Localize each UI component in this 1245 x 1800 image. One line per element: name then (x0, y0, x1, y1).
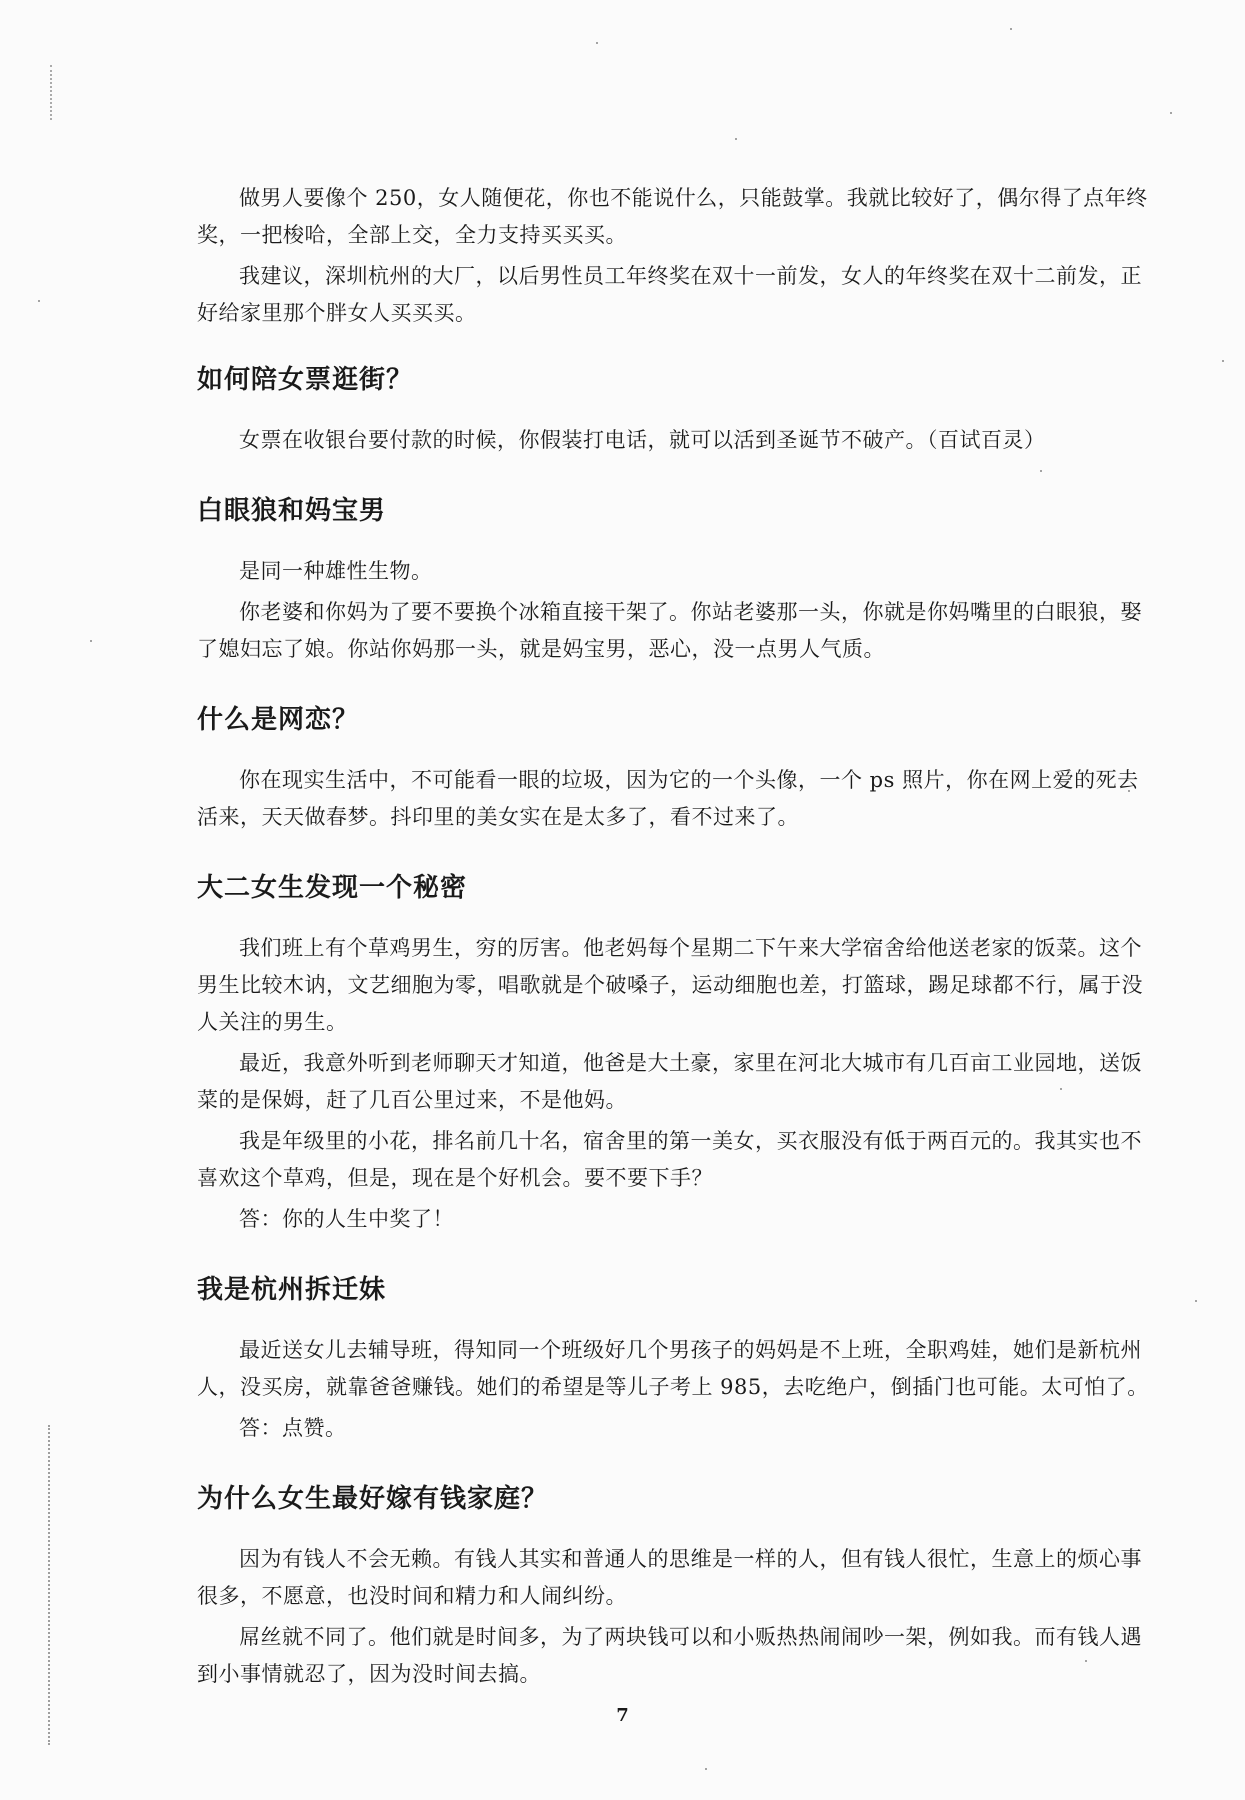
section-heading: 为什么女生最好嫁有钱家庭？ (197, 1484, 549, 1514)
scan-speck (38, 300, 40, 302)
section-heading: 如何陪女票逛街？ (197, 365, 414, 395)
scan-speck (705, 1768, 707, 1770)
section-baiyanlang (197, 491, 1152, 668)
binding-marks (48, 1425, 53, 1745)
paragraph: 女票在收银台要付款的时候，你假装打电话，就可以活到圣诞节不破产。（百试百灵） (239, 428, 1046, 452)
paragraph: 屌丝就不同了。他们就是时间多，为了两块钱可以和小贩热热闹闹吵一架，例如我。而有钱人遇到小事情就忍了，因为没时间去搞。 (197, 1625, 1142, 1686)
section-secret (197, 868, 1152, 1238)
paragraph: 做男人要像个 250，女人随便花，你也不能说什么，只能鼓掌。我就比较好了，偶尔得了点年终奖，一把梭哈，全部上交，全力支持买买买。 (197, 186, 1148, 247)
paragraph: 最近送女儿去辅导班，得知同一个班级好几个男孩子的妈妈是不上班，全职鸡娃，她们是新杭州人，没买房，就靠爸爸赚钱。她们的希望是等儿子考上 985，去吃绝户，倒插门也可能。太可怕了。 (197, 1338, 1149, 1399)
section-rich-family (197, 1479, 1152, 1693)
paragraph: 我建议，深圳杭州的大厂，以后男性员工年终奖在双十一前发，女人的年终奖在双十二前发，正好给家里那个胖女人买买买。 (197, 264, 1142, 325)
page-number: 7 (616, 1705, 629, 1726)
scan-speck (1195, 1300, 1197, 1302)
paragraph: 答：点赞。 (239, 1416, 347, 1440)
paragraph: 答：你的人生中奖了！ (239, 1207, 454, 1231)
paragraph: 你在现实生活中，不可能看一眼的垃圾，因为它的一个头像，一个 ps 照片，你在网上爱的死去活来，天天做春梦。抖印里的美女实在是太多了，看不过来了。 (197, 768, 1139, 829)
section-heading: 白眼狼和妈宝男 (197, 496, 387, 526)
scan-speck (735, 138, 737, 140)
scan-speck (1170, 112, 1172, 114)
page-content (197, 180, 1152, 1697)
paragraph: 是同一种雄性生物。 (239, 559, 433, 583)
section-heading: 我是杭州拆迁妹 (197, 1275, 387, 1305)
section-intro (197, 180, 1152, 332)
section-hangzhou (197, 1270, 1152, 1447)
section-heading: 什么是网恋？ (197, 705, 360, 735)
binding-marks-top (50, 65, 55, 120)
section-online-dating (197, 700, 1152, 836)
paragraph: 因为有钱人不会无赖。有钱人其实和普通人的思维是一样的人，但有钱人很忙，生意上的烦心事很多，不愿意，也没时间和精力和人闹纠纷。 (197, 1547, 1142, 1608)
scan-speck (90, 640, 92, 642)
scan-speck (596, 42, 598, 44)
paragraph: 最近，我意外听到老师聊天才知道，他爸是大土豪，家里在河北大城市有几百亩工业园地，送饭菜的是保姆，赶了几百公里过来，不是他妈。 (197, 1051, 1142, 1112)
scan-speck (1222, 360, 1224, 362)
section-shopping (197, 360, 1152, 459)
paragraph: 我们班上有个草鸡男生，穷的厉害。他老妈每个星期二下午来大学宿舍给他送老家的饭菜。这个男生比较木讷，文艺细胞为零，唱歌就是个破嗓子，运动细胞也差，打篮球，踢足球都不行，属于没人关注的男生。 (197, 936, 1143, 1034)
paragraph: 我是年级里的小花，排名前几十名，宿舍里的第一美女，买衣服没有低于两百元的。我其实也不喜欢这个草鸡，但是，现在是个好机会。要不要下手？ (197, 1129, 1142, 1190)
scan-speck (1010, 28, 1012, 30)
paragraph: 你老婆和你妈为了要不要换个冰箱直接干架了。你站老婆那一头，你就是你妈嘴里的白眼狼，娶了媳妇忘了娘。你站你妈那一头，就是妈宝男，恶心，没一点男人气质。 (197, 600, 1142, 661)
section-heading: 大二女生发现一个秘密 (197, 873, 468, 903)
